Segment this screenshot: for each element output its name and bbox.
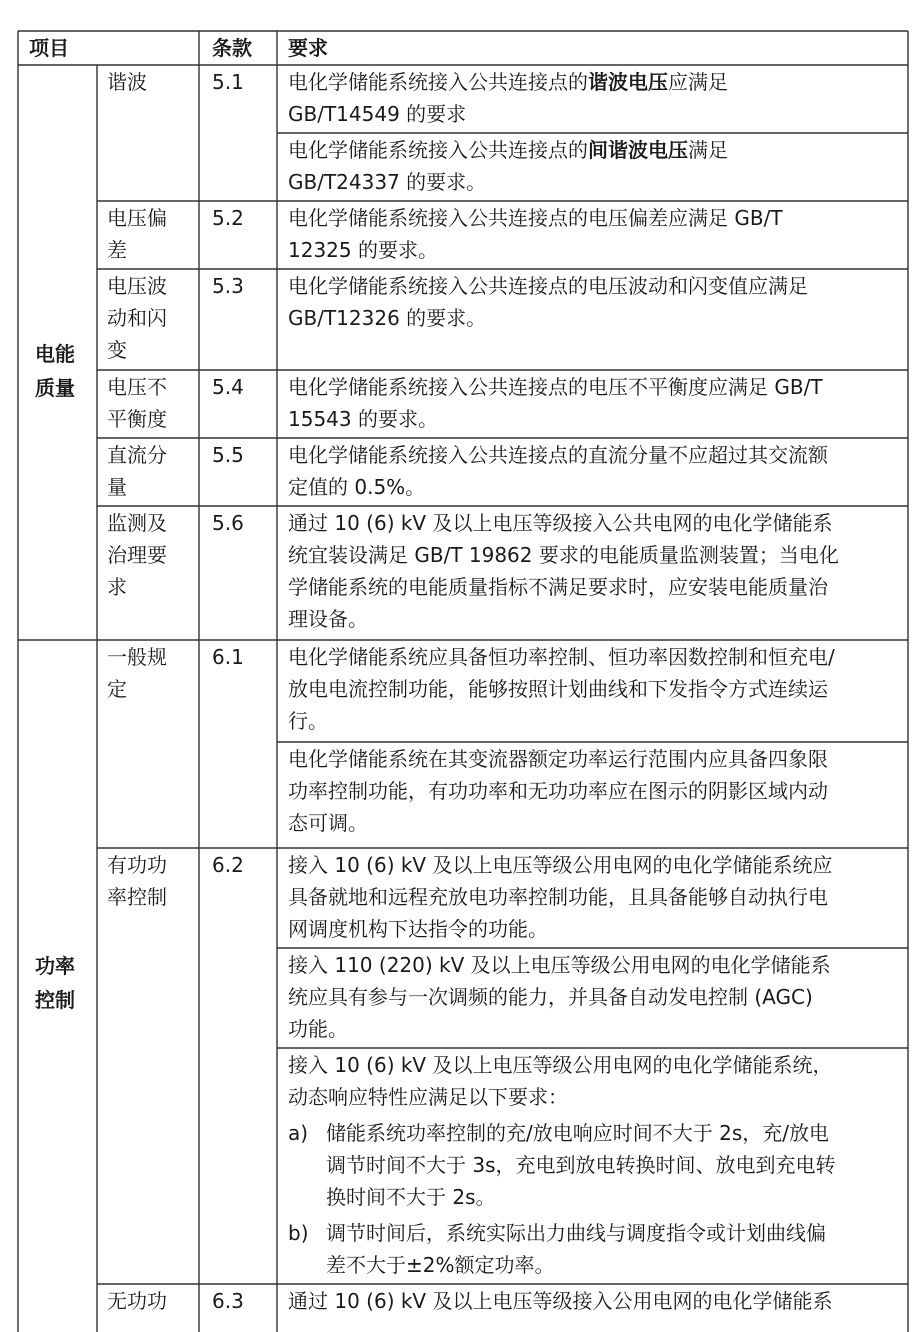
requirement-text: 通过 10 (6) kV 及以上电压等级接入公共电网的电化学储能系 [288,511,833,535]
requirement-text: 理设备。 [288,607,368,631]
list-marker: a) [288,1121,309,1145]
clause-number: 5.4 [212,375,244,399]
sub-item-label: 差 [107,238,127,262]
requirement-text: 统宜装设满足 GB/T 19862 要求的电能质量监测装置；当电化 [288,543,839,567]
requirement-text: 学储能系统的电能质量指标不满足要求时，应安装电能质量治 [288,575,828,599]
header-item: 项目 [29,36,69,60]
requirement-text: GB/T24337 的要求。 [288,170,487,194]
requirement-text: 通过 10 (6) kV 及以上电压等级接入公用电网的电化学储能系 [288,1289,833,1313]
list-marker: b) [288,1221,309,1245]
header-clause: 条款 [212,36,252,60]
requirement-text: 接入 10 (6) kV 及以上电压等级公用电网的电化学储能系统应 [288,853,833,877]
requirement-text: 电化学储能系统接入公共连接点的谐波电压应满足 [288,70,728,94]
requirement-text: 动态响应特性应满足以下要求： [288,1085,568,1109]
sub-item-label: 直流分 [107,443,167,467]
sub-item-label: 平衡度 [107,407,167,431]
clause-number: 5.2 [212,206,244,230]
requirement-text: 电化学储能系统在其变流器额定功率运行范围内应具备四象限 [288,747,828,771]
clause-number: 5.6 [212,511,244,535]
requirement-text: 功率控制功能，有功功率和无功功率应在图示的阴影区域内动 [288,779,828,803]
requirement-text: GB/T14549 的要求 [288,102,467,126]
requirement-text: GB/T12326 的要求。 [288,306,487,330]
list-item: 储能系统功率控制的充/放电响应时间不大于 2s，充/放电 [326,1121,829,1145]
requirement-text: 态可调。 [288,811,368,835]
requirement-text: 电化学储能系统应具备恒功率控制、恒功率因数控制和恒充电/ [288,645,835,669]
clause-number: 5.3 [212,274,244,298]
list-item: 换时间不大于 2s。 [326,1185,496,1209]
requirement-text: 12325 的要求。 [288,238,438,262]
sub-item-label: 定 [107,677,127,701]
requirement-text: 电化学储能系统接入公共连接点的电压不平衡度应满足 GB/T [288,375,823,399]
sub-item-label: 无功功 [107,1289,167,1313]
requirement-text: 定值的 0.5%。 [288,475,426,499]
sub-item-label: 有功功 [107,853,167,877]
requirement-text: 具备就地和远程充放电功率控制功能，且具备能够自动执行电 [288,885,828,909]
requirement-text: 电化学储能系统接入公共连接点的电压波动和闪变值应满足 [288,274,808,298]
sub-item-label: 谐波 [107,70,147,94]
requirement-text: 放电电流控制功能，能够按照计划曲线和下发指令方式连续运 [288,677,828,701]
clause-number: 5.1 [212,70,244,94]
requirement-text: 网调度机构下达指令的功能。 [288,917,548,941]
clause-number: 6.3 [212,1289,244,1313]
requirement-text: 电化学储能系统接入公共连接点的电压偏差应满足 GB/T [288,206,783,230]
sub-item-label: 一般规 [107,645,167,669]
clause-number: 6.2 [212,853,244,877]
requirement-text: 电化学储能系统接入公共连接点的直流分量不应超过其交流额 [288,443,828,467]
requirement-text: 电化学储能系统接入公共连接点的间谐波电压满足 [288,138,728,162]
sub-item-label: 求 [107,575,127,599]
sub-item-label: 率控制 [107,885,167,909]
list-item: 差不大于±2%额定功率。 [326,1253,555,1277]
requirement-text: 接入 10 (6) kV 及以上电压等级公用电网的电化学储能系统， [288,1053,833,1077]
sub-item-label: 电压偏 [107,206,167,230]
group-power-control-line2: 控制 [35,988,75,1012]
header-requirement: 要求 [288,36,328,60]
sub-item-label: 变 [107,338,127,362]
requirement-text: 接入 110 (220) kV 及以上电压等级公用电网的电化学储能系 [288,953,831,977]
sub-item-label: 动和闪 [107,306,167,330]
sub-item-label: 电压波 [107,274,167,298]
sub-item-label: 治理要 [107,543,167,567]
requirement-text: 功能。 [288,1017,348,1041]
group-power-quality-line1: 电能 [35,342,75,366]
sub-item-label: 量 [107,475,127,499]
clause-number: 5.5 [212,443,244,467]
clause-number: 6.1 [212,645,244,669]
requirement-text: 行。 [288,709,328,733]
list-item: 调节时间不大于 3s，充电到放电转换时间、放电到充电转 [326,1153,836,1177]
list-item: 调节时间后，系统实际出力曲线与调度指令或计划曲线偏 [326,1221,826,1245]
group-power-control-line1: 功率 [35,954,75,978]
requirement-text: 15543 的要求。 [288,407,438,431]
group-power-quality-line2: 质量 [35,376,75,400]
sub-item-label: 监测及 [107,511,167,535]
sub-item-label: 电压不 [107,375,167,399]
requirement-text: 统应具有参与一次调频的能力，并具备自动发电控制 (AGC) [288,985,813,1009]
